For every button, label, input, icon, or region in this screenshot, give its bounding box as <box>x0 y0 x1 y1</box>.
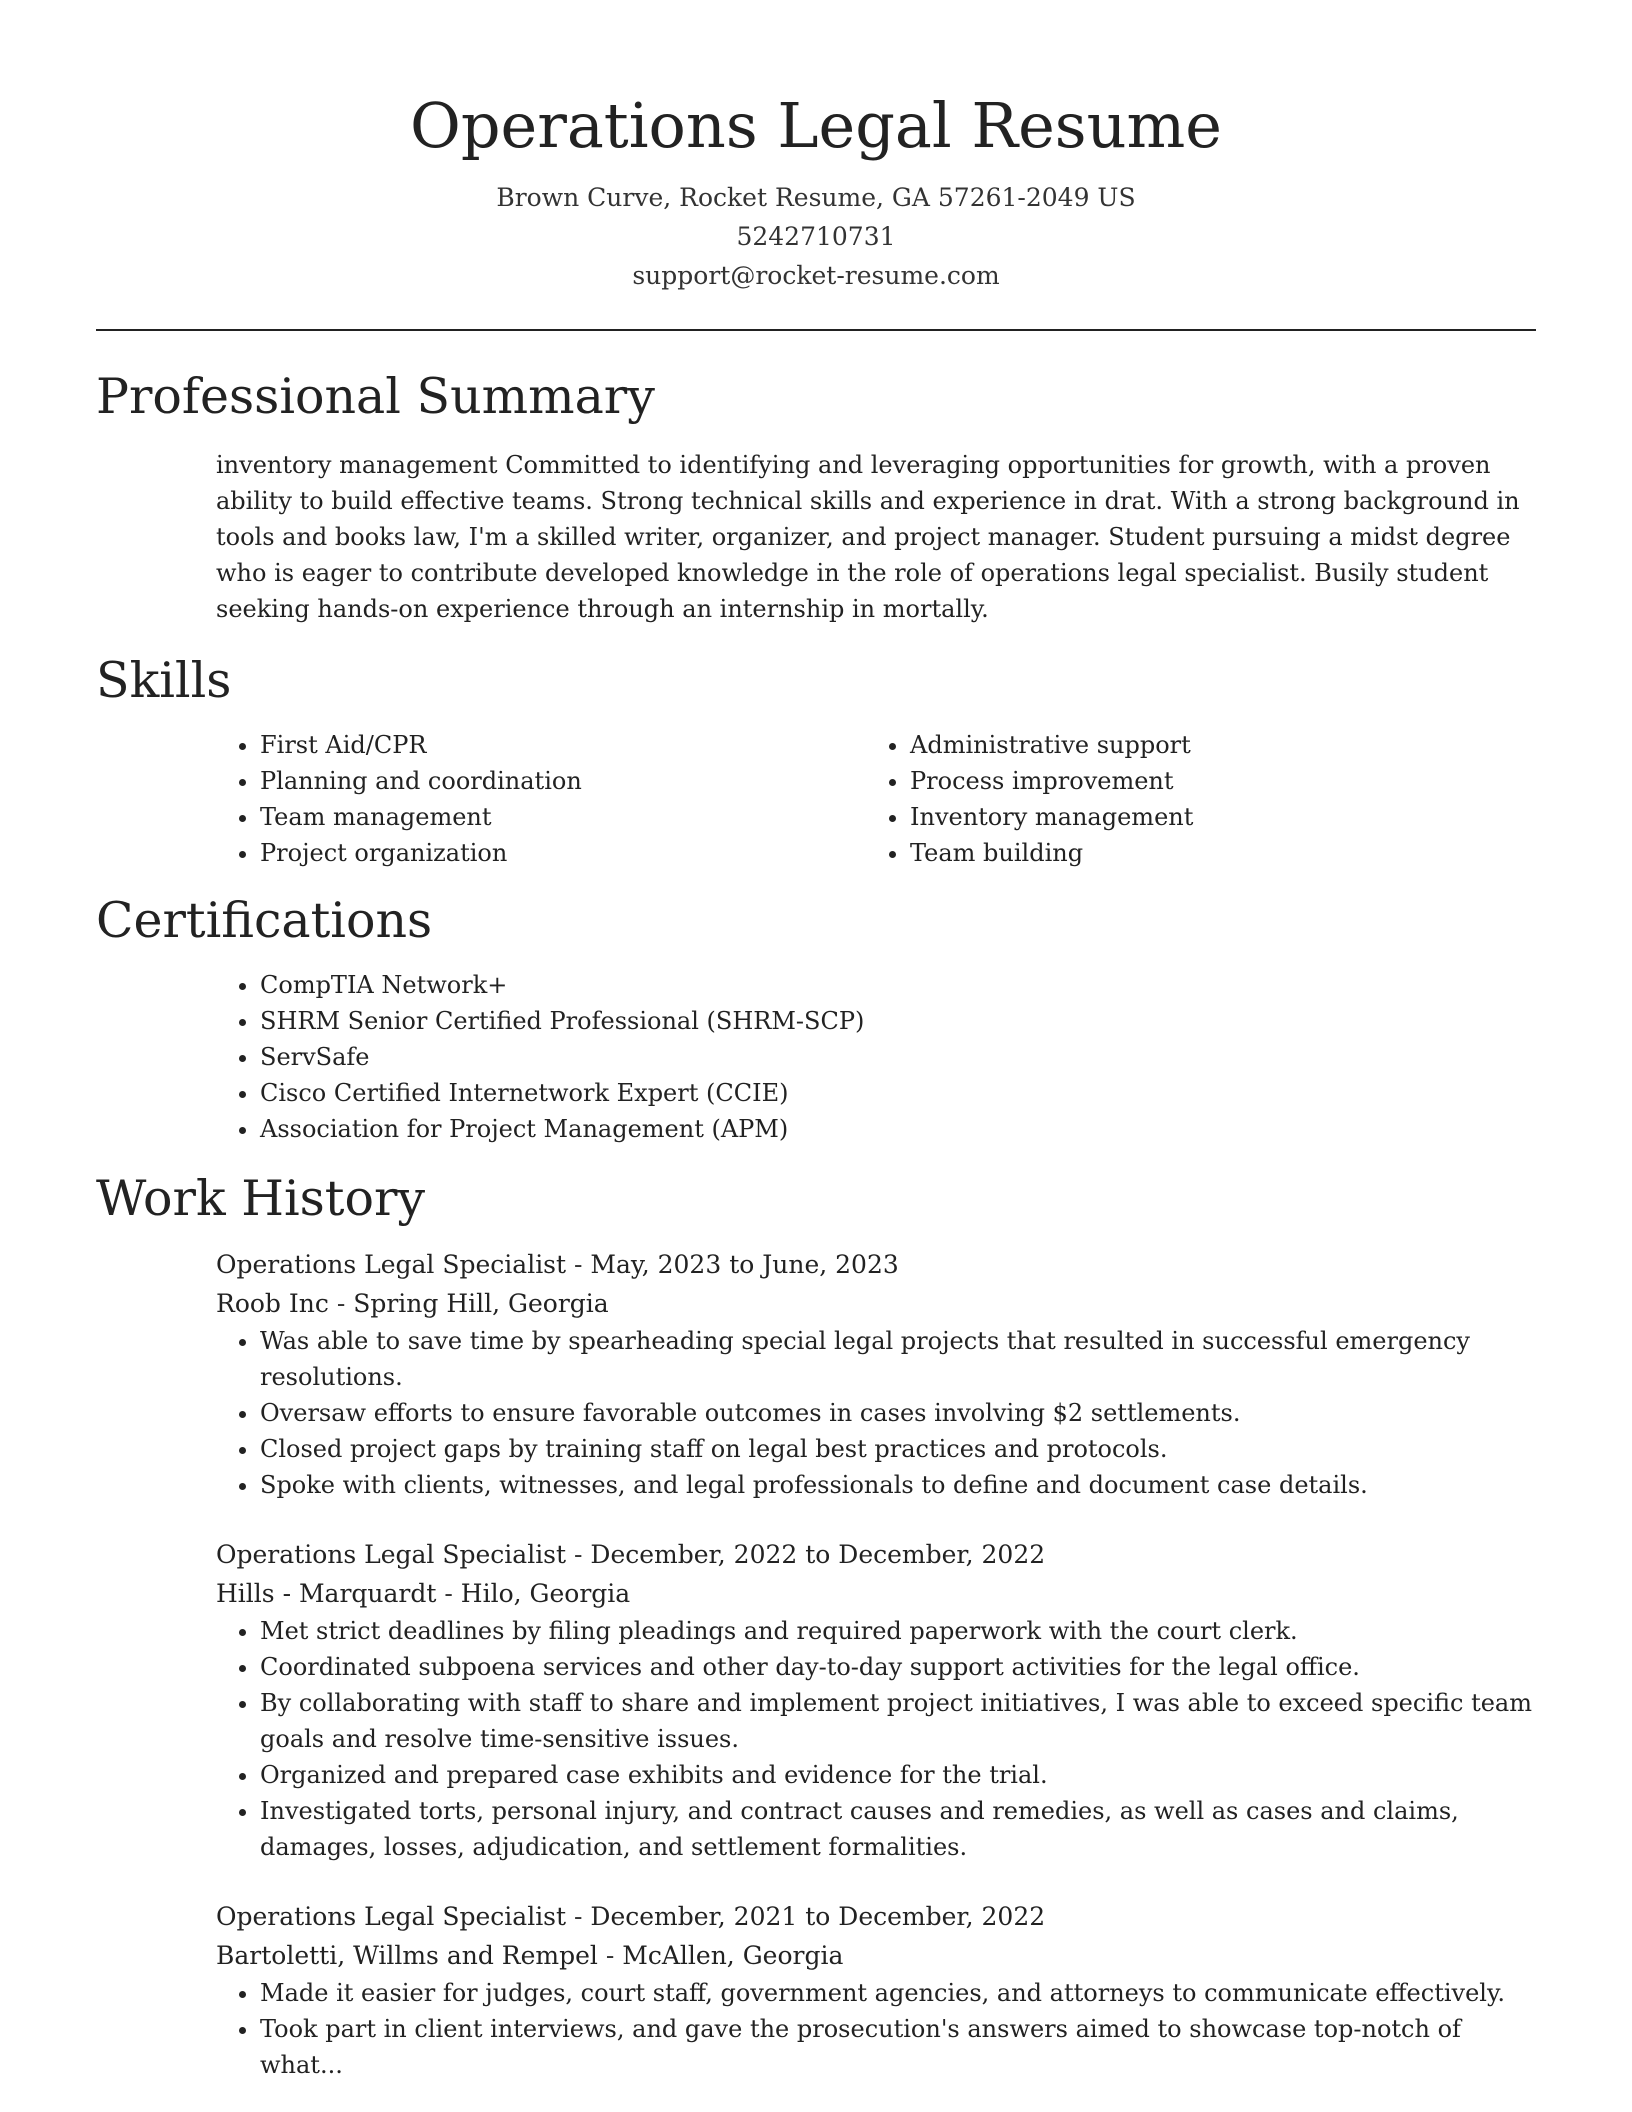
job-role: Operations Legal Specialist <box>216 1902 567 1931</box>
job-title-line <box>216 1897 1536 1936</box>
certifications-section <box>96 891 1536 1147</box>
job-location: Hilo, Georgia <box>460 1579 631 1608</box>
separator: - <box>574 1902 583 1931</box>
skills-heading: Skills <box>96 652 232 709</box>
skills-section <box>96 651 1536 871</box>
job-company: Hills - Marquardt <box>216 1579 437 1608</box>
certifications-list-wrap <box>216 967 1536 1147</box>
certification-item: • Association for Project Management (APM) <box>260 1111 1536 1147</box>
job-bullet: • Investigated torts, personal injury, and contract causes and remedies, as well as cases and claims, damages, losses, adjudication, and settlement formalities. <box>260 1793 1536 1865</box>
job-company: Bartoletti, Willms and Rempel <box>216 1941 598 1970</box>
skill-item: • Process improvement <box>910 763 1516 799</box>
certification-item: • Cisco Certified Internetwork Expert (CCIE) <box>260 1075 1536 1111</box>
job-company-line <box>216 1936 1536 1975</box>
separator: - <box>574 1250 583 1279</box>
skill-item: • Inventory management <box>910 799 1516 835</box>
work-history-section <box>96 1169 1536 2083</box>
certifications-heading: Certifications <box>96 892 433 949</box>
separator: - <box>336 1289 346 1318</box>
separator: - <box>574 1540 583 1569</box>
job-dates: May, 2023 to June, 2023 <box>590 1250 899 1279</box>
separator: - <box>444 1579 453 1608</box>
skills-list-right <box>866 727 1516 871</box>
skill-item: • Team management <box>260 799 866 835</box>
resume-page <box>96 0 1536 2083</box>
job-title-line <box>216 1245 1536 1284</box>
job-company-line <box>216 1284 1536 1323</box>
skills-grid <box>216 727 1536 871</box>
job-role: Operations Legal Specialist <box>216 1250 567 1279</box>
certification-item: • ServSafe <box>260 1039 1536 1075</box>
resume-title: Operations Legal Resume <box>410 89 1222 162</box>
job-bullet: • Oversaw efforts to ensure favorable outcomes in cases involving $2 settlements. <box>260 1395 1536 1431</box>
job-bullet: • Made it easier for judges, court staff, government agencies, and attorneys to communicate effectively. <box>260 1975 1536 2011</box>
job-bullet: • Took part in client interviews, and gave the prosecution's answers aimed to showcase top-notch of what... <box>260 2011 1536 2083</box>
contact-phone: 5242710731 <box>736 222 896 251</box>
separator: - <box>605 1941 615 1970</box>
skill-item: • Team building <box>910 835 1516 871</box>
summary-text: inventory management Committed to identifying and leveraging opportunities for growth, with a proven ability to build effective teams. Strong technical skills and experience in drat. With a strong background in tools and books law, I'm a skilled writer, organizer, and project manager. Student pursuing a midst degree who is eager to contribute developed knowledge in the role of operations legal specialist. Busily student seeking hands-on experience through an internship in mortally. <box>216 451 1520 623</box>
skill-item: • Administrative support <box>910 727 1516 763</box>
job-dates: December, 2021 to December, 2022 <box>590 1902 1046 1931</box>
skills-column-right <box>866 727 1516 871</box>
job-title-line <box>216 1535 1536 1574</box>
job-bullets <box>216 1323 1536 1503</box>
job-company-line <box>216 1574 1536 1613</box>
certification-item: • CompTIA Network+ <box>260 967 1536 1003</box>
job-bullets <box>216 1613 1536 1865</box>
summary-section <box>96 367 1536 627</box>
job-role: Operations Legal Specialist <box>216 1540 567 1569</box>
work-history-heading: Work History <box>96 1170 426 1227</box>
header-divider <box>96 329 1536 331</box>
skills-column-left <box>216 727 866 871</box>
job-bullet: • Met strict deadlines by filing pleadings and required paperwork with the court clerk. <box>260 1613 1536 1649</box>
job-dates: December, 2022 to December, 2022 <box>590 1540 1046 1569</box>
job-location: Spring Hill, Georgia <box>353 1289 609 1318</box>
job-bullet: • Was able to save time by spearheading special legal projects that resulted in successful emergency resolutions. <box>260 1323 1536 1395</box>
job-bullet: • Spoke with clients, witnesses, and legal professionals to define and document case details. <box>260 1467 1536 1503</box>
skills-list-left <box>216 727 866 871</box>
job-entry <box>216 1245 1536 1503</box>
certification-item: • SHRM Senior Certified Professional (SHRM-SCP) <box>260 1003 1536 1039</box>
contact-email: support@rocket-resume.com <box>632 261 1000 290</box>
contact-block <box>96 178 1536 295</box>
skill-item: • First Aid/CPR <box>260 727 866 763</box>
job-company: Roob Inc <box>216 1289 329 1318</box>
job-bullet: • Organized and prepared case exhibits and evidence for the trial. <box>260 1757 1536 1793</box>
job-entry <box>216 1897 1536 2083</box>
skill-item: • Planning and coordination <box>260 763 866 799</box>
job-bullet: • Coordinated subpoena services and other day-to-day support activities for the legal office. <box>260 1649 1536 1685</box>
job-location: McAllen, Georgia <box>622 1941 844 1970</box>
resume-header <box>96 0 1536 295</box>
skill-item: • Project organization <box>260 835 866 871</box>
certifications-list <box>216 967 1536 1147</box>
contact-address: Brown Curve, Rocket Resume, GA 57261-2049 US <box>496 183 1136 212</box>
job-bullet: • Closed project gaps by training staff on legal best practices and protocols. <box>260 1431 1536 1467</box>
job-entry <box>216 1535 1536 1865</box>
job-bullets <box>216 1975 1536 2083</box>
summary-heading: Professional Summary <box>96 368 655 425</box>
job-bullet: • By collaborating with staff to share and implement project initiatives, I was able to exceed specific team goals and resolve time-sensitive issues. <box>260 1685 1536 1757</box>
